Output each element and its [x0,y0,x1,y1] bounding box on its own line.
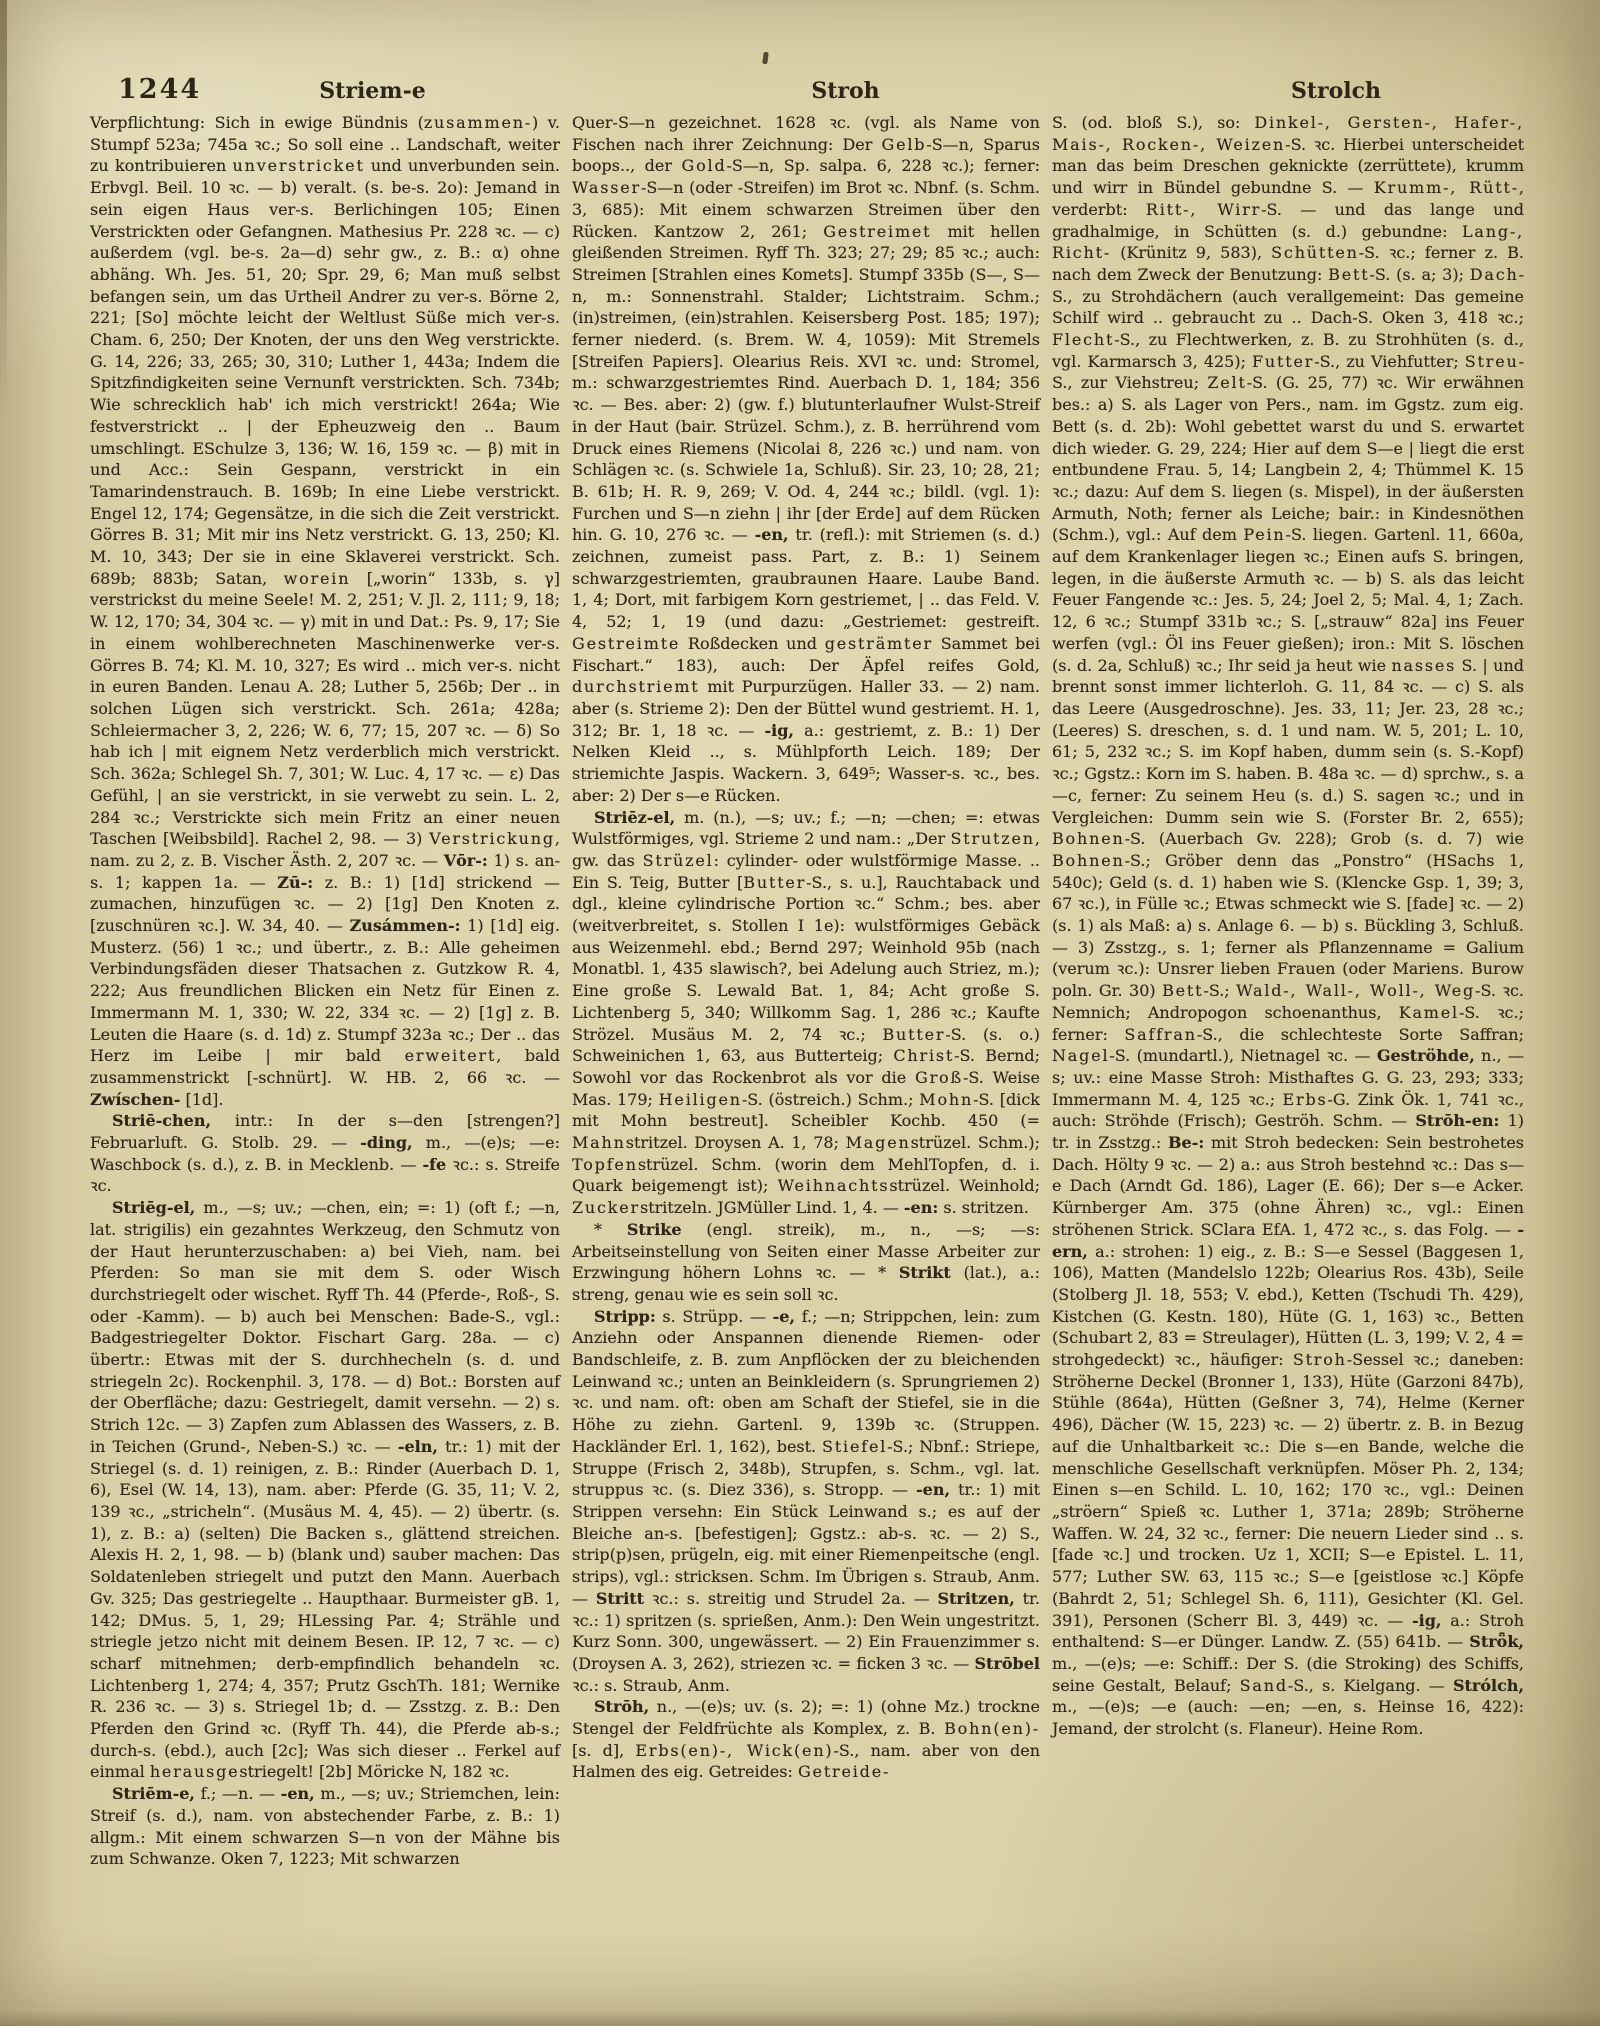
body-text: Weihnachts [777,1176,890,1196]
body-text: -S. ꝛc.; ferner z. B. nach dem Zweck der Benutzung: [1052,243,1524,284]
body-text: -S.; Nbnf.: Striepe, Struppe (Frisch 2, 348b), Strupfen, s. Schm., vgl. lat. struppus ꝛc. (s. Diez 336), s. Stropp. — [572,1436,1040,1500]
body-text: tr. (refl.): mit Striemen (s. d.) zeichnen, zumeist pass. Part, z. B.: 1) Seinem schwarzgestriemten, graubraunen Haare. Laube Band. 1, 4; Dort, mit farbigem Korn gestriemet, | .. das Feld. V. 4, 52; 1, 19 (und dazu: „Gestriemet: gestreift. [572,525,1040,632]
body-text: , bald zusammenstrickt [-schnürt]. W. HB. 2, 66 ꝛc. — [90,1046,561,1087]
body-text: Groß [915,1067,963,1087]
body-text: erweitert [404,1046,497,1066]
body-text: gesträmter [824,633,933,653]
lemma: Strike [626,1219,682,1239]
body-text: -S. ꝛc. Nemnich; Andropogon schoenanthus, [1052,981,1525,1022]
body-text: Dinkel-, Gersten-, Hafer-, Mais-, Rocken-, Weizen [1052,113,1524,154]
body-text: , verderbt: [1052,178,1524,219]
body-text: Strutzen [950,829,1035,849]
body-text: tr.: 1) mit der Striegel (s. d. 1) reinigen, z. B.: Rinder (Auerbach D. 1, 6), Esel (W. 14, 13), nam. aber: Pferde (G. 35, 11; V. 2, 139 ꝛc., „stricheln“. (Musäus M. 4, 45). — 2) übertr. (s. 1), z. B.: a) (selten) Die Backen s., glättend streichen. Alexis H. 2, 1, 98. — b) (blank und) sauber machen: Das Soldatenleben striegelt und putzt den Mann. Auerbach Gv. 325; Das gestriegelte .. Haupthaar. Burmeister gB. 1, 142; DMus. 5, 1, 29; HLessing Par. 4; Strähle und striegle jetzo nicht mit deinem Besen. IP. 12, 7 ꝛc. — c) scharf mitnehmen; derb-empfindlich behandeln ꝛc. Lichtenberg 1, 274; 4, 357; Prutz GschTh. 181; Wernike R. 236 ꝛc. — 3) s. Striegel 1b; d. — Zsstzg. z. B.: Den Pferden den Grind ꝛc. (Ryff Th. 44), die Pferde ab-s.; durch-s. (ebd.), auch [2c]; Was sich dieser .. Ferkel auf einmal [90,1436,561,1782]
body-text: stritzel. Droysen A. 1, 78; [625,1133,846,1153]
lemma: Striēm-e, [112,1784,195,1804]
paragraph [572,1696,1040,1783]
body-text: tr. ꝛc.: 1) spritzen (s. sprießen, Anm.): Den Wein ungestritzt. Kurz Sonn. 300, ungewässert. — 2) Ein Frauenzimmer s. (Droysen A. 3, 262), striezen ꝛc. = ficken 3 ꝛc. — [572,1588,1040,1673]
body-text: Gestreimte [572,633,681,653]
body-text: Mahn [572,1133,626,1153]
body-text: Butter [882,1024,946,1044]
body-text: -S. ꝛc. Hierbei unterscheidet man das beim Dreschen geknickte (zerrüttete), krumm und wirr in Bündel gebundne S. — [1052,134,1524,198]
body-text: [„worin“ 133b, s. γ] verstrickst du meine Seele! M. 2, 251; V. Jl. 2, 111; 9, 18; W. 12, 170; 34, 304 ꝛc. — γ) mit in und Dat.: Ps. 9, 17; Sie in einem wohlberechneten Maschinenwerke ver-s. Görres B. 74; Kl. M. 10, 327; Es wird .. mich ver-s. nicht in euren Banden. Lenau A. 28; Luther 5, 256b; Der .. in solchen Lügen sich verstrickt. Sch. 261a; 428a; Schleiermacher 3, 2, 226; W. 6, 77; 15, 207 ꝛc. — δ) So hab ich | mit eignem Netz verderblich mich verstrickt. Sch. 362a; Schlegel Sh. 7, 301; W. Luc. 4, 17 ꝛc. — ε) Das Gefühl, | an sie verstrickt, in sie verwebt zu sein. L. 2, 284 ꝛc.; Verstrickte sich mein Fritz an einer neuen Taschen [Weibsbild]. Rachel 2, 98. — 3) [90,568,561,849]
body-text: mit Stroh bedecken: Sein bestrohetes Dach. Hölty 9 ꝛc. — 2) a.: aus Stroh bestehnd ꝛc.: Das s—e Dach (Arndt Gd. 186), Lager (E. 66); Der s—e Acker. Kürnberger Am. 375 (ohne Ähren) ꝛc., vgl.: Einen ströhenen Strick. SClara EfA. 1, 472 ꝛc., s. das Folg. — [1052,1133,1525,1239]
body-text: -S., s. u.], Rauchtaback und dgl., kleine cylindrische Portion ꝛc.“ Schm.; bes. aber (weitverbreitet, s. Stollen I 1e): wulstförmiges Gebäck aus Weizenmehl. ebd.; Bernd 297; Weinhold 95b (nach Monatbl. 1, 435 slawisch?, bei Adelung auch Striez, m.); Eine große S. Lewald Bat. 1, 84; Acht große S. Lichtenberg 5, 340; Willkomm Sag. 1, 286 ꝛc.; Kaufte Strözel. Musäus M. 2, 74 ꝛc.; [572,872,1040,1044]
paragraph [572,807,1040,1219]
lemma: Zusámmen-: [349,916,461,936]
text-column-3 [1052,112,1524,1740]
body-text: -S., zu Flechtwerken, z. B. zu Strohhüten (s. d., vgl. Karmarsch 3, 425); [1052,330,1524,371]
body-text: Futter [1252,351,1315,371]
body-text: zusammen- [423,113,533,132]
body-text: Stiefel [822,1436,888,1456]
body-text: nasses [1391,655,1457,675]
body-text: Kamel [1398,1002,1459,1022]
body-text: Ritt-, Wirr [1145,199,1262,219]
body-text: z. B.: 1) [1d] strickend — zumachen, hinzufügen ꝛc. — 2) [1g] Den Knoten z. [zuschnüren ꝛc.]. W. 34, 40. — [90,872,561,936]
running-head-center: Stroh [811,78,880,104]
body-text: Sammet bei Fischart.“ 183), auch: Der Äpfel reifes Gold, [572,633,1040,675]
lemma: Zwíschen- [90,1089,181,1109]
body-text: Christ [893,1046,955,1066]
body-text: n., —s; uv.: eine Masse Stroh: Misthaftes G. G. 23, 293; 333; Immermann M. 4, 125 ꝛc.; [1052,1046,1525,1109]
lemma: Striēz-el, [594,807,676,827]
body-text: Strüzel [642,850,714,870]
body-text: m., —s; uv.; —chen, ein; =: 1) (oft f.; —n, lat. strigilis) ein gezahntes Werkzeug, den Schmutz von der Haut herunterzuschaben: a) bei Vieh, nam. bei Pferden: So man sie mit dem S. oder Wisch durchstriegelt oder wischet. Ryff Th. 44 (Pferde-, Roß-, S. oder -Kamm). — b) auch bei Menschen: Bade-S., vgl.: Badgestriegelter Doktor. Fischart Garg. 28a. — c) übertr.: Etwas mit der S. durchhecheln (s. d. und striegeln 2c). Rockenphil. 3, 178. — d) Bot.: Borsten auf der Oberfläche; dazu: Gestriegelt, damit versehn. — 2) s. Strich 12c. — 3) Zapfen zum Ablassen des Wassers, z. B. in Teichen (Grund-, Neben-S.) ꝛc. — [90,1198,560,1456]
body-text: intr.: In der s—den [strengen?] Februarluft. G. Stolb. 29. — [90,1111,560,1153]
body-text: unverstricket [232,156,365,176]
body-text: -S. [dick mit Mohn bestreut]. Scheibler Kochb. 450 (= [572,1089,1040,1131]
lemma: -eln, [397,1436,438,1456]
body-text: Stroh [1292,1350,1347,1370]
lemma: Stritt [595,1588,645,1608]
body-text: herausge [149,1762,240,1782]
body-text: a.: Stroh enthaltend: S—er Dünger. Landw. Z. (55) 641b. — [1052,1610,1524,1652]
page-edge-shadow-left [0,0,7,420]
lemma: Strȫk, [1469,1632,1524,1652]
body-text: strüzel. Weinhold; [889,1176,1041,1196]
lemma: -ig, [764,720,794,740]
body-text: -S., s. Kielgang. — [1287,1675,1453,1695]
lemma: Stritzen, [937,1588,1015,1608]
lemma: -e, [772,1306,796,1326]
body-text: : cylinder- oder wulstförmige Masse. .. Ein S. Teig, Butter [ [572,850,1040,892]
body-text: ꝛc.: s. Straub, Anm. [572,1675,730,1695]
lemma: Strōh-en: [1415,1111,1500,1131]
body-text: Wasser [572,178,641,198]
body-text: (engl. streik), m., n., —s; —s: Arbeitseinstellung von Seiten einer Masse Arbeiter zur Erzwingung höhern Lohns ꝛc. — * [572,1219,1040,1283]
body-text: S. (od. bloß S.), so: [1052,113,1255,132]
body-text: Magen [845,1133,911,1153]
body-text: stritzeln. JGMüller Lind. 1, 4. — [640,1198,904,1218]
body-text: 1) tr. in Zsstzg.: [1052,1111,1524,1153]
body-text: Butter [743,872,807,892]
body-text: Krumm-, Rütt- [1373,178,1519,198]
lemma: Strōbel [974,1653,1040,1673]
body-text: m., —(e)s; —e (auch: —en; —en, s. Heinse 16, 422): Jemand, der strolcht (s. Flaneur). Heine Rom. [1052,1697,1524,1739]
body-text: [1d]. [180,1089,224,1109]
body-text: Streu [1464,351,1519,371]
body-text: Gestreimet [823,221,932,241]
body-text: Topfen [572,1154,638,1174]
body-text: a.: strohen: 1) eig., z. B.: S—e Sessel (Baggesen 1, 106), Matten (Mandelslo 122b; Olearius Ros. 43b), Seile (Stolberg Jl. 18, 553; V. ebd.), Ketten (Tschudi Th. 429), Kistchen (G. Kestn. 180), Hüte (G. 1, 163) ꝛc., Betten (Schubart 2, 83 = Streulager), Hütten (L. 3, 199; V. 2, 4 = strohgedeckt) ꝛc., häufiger: [1052,1241,1524,1370]
body-text: (Krünitz 9, 583), [1111,243,1272,263]
lemma: -en, [916,1480,951,1500]
body-text: -S. (G. 25, 77) ꝛc. Wir erwähnen bes.: a) S. als Lager von Pers., nam. im Ggstz. zum eig. Bett (s. d. 2b): Wohl gebettet warst du und S. erwartet dich wieder. G. 29, 224; Hier auf dem S—e | liegt die erst entbundene Frau. 5, 14; Langbein 2, 4; Thümmel K. 15 ꝛc.; dazu: Auf dem S. liegen (s. Mispel), in der äußersten Armuth, Noth; ferner als Leiche; bair.: in Kindesnöthen (Schm.), vgl.: Auf dem [1052,373,1524,545]
body-text: -S.; Gröber denn das „Ponstro“ (HSachs 1, 540c); Geld (s. d. 1) haben wie S. (Klencke Gsp. 1, 39; 3, 67 ꝛc.), in Fülle ꝛc.; Etwas schmeckt wie S. [fade] ꝛc. — 2) (s. 1) als Maß: a) s. Anlage 6. — b) s. Bückling 3, Schluß. — 3) Zsstzg., s. 1; ferner als Pflanzenname = Galium (verum ꝛc.): Unsrer lieben Frauen (oder Mariens. Burow poln. Gr. 30) [1052,850,1524,1001]
body-text: tr.: 1) mit Strippen versehn: Ein Stück Leinwand s.; es auf der Bleiche an-s. [befestigen]; Ggstz.: ab-s. ꝛc. — 2) S., strip(p)sen, prügeln, eig. mit einer Riemenpeitsche (engl. strips), vgl.: stricksen. Schm. Im Übrigen s. Straub, Anm. — [572,1480,1041,1608]
body-text: Saffran [1124,1024,1197,1044]
body-text: durchstriemt [572,677,700,697]
body-text: s. Strüpp. — [655,1306,773,1326]
body-text: Bohn(en)- [944,1719,1040,1739]
lemma: Zū-: [277,872,314,892]
body-text: -S. (s. a; 3); [1369,264,1470,284]
body-text: , gw. das [572,829,1040,870]
body-text: * [594,1219,627,1239]
body-text: -G. Zink Ök. 1, 741 ꝛc., auch: Ströhde (Frisch); Geströh. Schm. — [1052,1089,1524,1131]
paragraph [90,112,560,1110]
body-text: ) v. Stumpf 523a; 745a ꝛc.; So soll eine .. Landschaft, weiter zu kontribuieren [90,113,560,176]
body-text: -S., zu Viehfutter; [1314,351,1465,371]
body-text: -S—n, Sp. salpa. 6, 228 ꝛc.); ferner: [726,156,1041,176]
body-text: Heiligen [658,1089,742,1109]
body-text: striegelt! [2b] Möricke N, 182 ꝛc. [239,1762,510,1782]
body-text: -S., nam. aber von den Halmen des eig. Getreides: [572,1740,1041,1782]
body-text: Dach [1469,264,1519,284]
body-text: Zelt [1207,373,1247,393]
body-text: Verpflichtung: Sich in ewige Bündnis ( [90,113,424,132]
lemma: -en, [280,1784,315,1804]
body-text: -S. Weise Mas. 179; [572,1067,1040,1109]
body-text: mit hellen gleißenden Streimen. Ryff Th. 323; 27; 29; 85 ꝛc.; auch: Streimen [Strahlen eines Komets]. Stumpf 335b (S—, S—n, m.: Sonnenstrahl. Stalder; Lichtstraim. Schm.; (in)streimen, (ein)strahlen. Keisersberg Post. 185; 197); ferner niederd. (s. Brem. W. 4, 1059): Mit Stremels [Streifen Papiers]. Olearius Reis. XVI ꝛc. und: Stromel, m.: schwarzgestriemtes Rind. Auerbach D. 1, 184; 356 ꝛc. — Bes. aber: 2) (gw. f.) blutunterlaufner Wulst-Streif in der Haut (bair. Strüzel. Schm.), z. B. herrührend vom Druck eines Riemens (Nicolai 8, 226 ꝛc.) und nam. von Schlägen ꝛc. (s. Schwiele 1a, Schluß). Sir. 23, 10; 28, 21; B. 61b; H. R. 9, 269; V. Od. 4, 244 ꝛc.; bildl. (vgl. 1): Furchen und S—n ziehn | ihr [der Erde] auf dem Rücken hin. G. 10, 276 ꝛc. — [572,221,1041,545]
lemma: -en: [903,1198,939,1218]
lemma: Be-: [1168,1133,1205,1153]
body-text: f.; —n. — [194,1784,281,1804]
body-text: , nam. zu 2, z. B. Vischer Ästh. 2, 207 ꝛc. — [90,829,560,870]
body-text: strüzel. Schm. (worin dem MehlTopfen, d. i. Quark beigemengt ist); [572,1154,1040,1196]
body-text: und unverbunden sein. Erbvgl. Beil. 10 ꝛc. — b) veralt. (s. be-s. 2o): Jemand in sein eigen Haus ver-s. Berlichingen 105; Einen Verstrickten oder Gefangnen. Mathesius Pr. 228 ꝛc. — c) außerdem (vgl. be-s. 2a—d) sehr gw., z. B.: α) ohne abhäng. Wh. Jes. 51, 20; Spr. 29, 6; Man muß selbst befangen sein, um das Urtheil Andrer zu ver-s. Börne 2, 221; [So] möchte leicht der Weltlust Süße mich ver-s. Cham. 6, 250; Der Knoten, der uns den Weg verstrickte. G. 14, 226; 33, 265; 30, 310; Luther 1, 443a; Indem die Spitzfindigkeiten seine Vernunft verstrickten. Sch. 734b; Wie schrecklich hab' ich mich verstrickt! 264a; Wie festverstrickt .. | der Epheuzweig den .. Baum umschlingt. ESchulze 3, 136; W. 16, 159 ꝛc. — β) mit in und Acc.: Sein Gespann, verstrickt in ein Tamarindenstrauch. B. 169b; In eine Liebe verstrickt. Engel 12, 174; Gegensätze, in die sich die Zeit verstrickt. Görres B. 31; Mit mir ins Netz verstrickt. G. 13, 250; Kl. M. 10, 343; Der sie in eine Sklaverei verstrickt. Sch. 689b; 883b; Satan, [90,156,560,588]
body-text: Sand [1239,1675,1288,1695]
body-text: Getreide- [797,1762,891,1782]
body-text: (lat.), a.: streng, genau wie es sein soll ꝛc. [572,1263,1040,1304]
body-text: m., —(e)s; —e: Schiff.: Der S. (die Stroking) des Schiffs, seine Gestalt, Belauf; [1052,1653,1524,1695]
body-text: m., —(e)s; —e: Waschbock (s. d.), z. B. in Mecklenb. — [90,1133,561,1174]
body-text: Mohn [919,1089,974,1109]
body-text: Bohnen [1052,850,1125,870]
lemma: Stripp: [594,1306,656,1326]
paragraph [90,1110,560,1197]
body-text: 1) [1d] eig. Musterz. (56) 1 ꝛc.; und übertr., z. B.: Alle geheimen Verbindungsfäden dieser Thatsachen z. Gutzkow R. 4, 222; Aus freundlichen Blicken ein Netz für Einen z. Immermann M. 1, 330; W. 22, 334 ꝛc. — 2) [1g] z. B. Leuten die Haare (s. d. 1d) z. Stumpf 323a ꝛc.; Der .. das Herz im Leibe | mir bald [90,916,561,1066]
body-text: strüzel. Schm.); [910,1133,1041,1153]
page-number: 1244 [118,74,202,105]
body-text: Erbs(en)-, Wick(en) [635,1740,834,1760]
text-column-2 [572,112,1040,1783]
lemma: Strikt [898,1263,951,1283]
body-text: Erbs [1282,1089,1328,1109]
body-text: Flecht [1052,330,1115,350]
lemma: Vōr-: [443,850,488,870]
paragraph [572,1219,1040,1306]
body-text: -S. (s. o.) Schweinichen 1, 63, aus Butterteig; [572,1024,1040,1066]
lemma: Strōh, [594,1697,650,1717]
body-text: worein [283,568,351,588]
body-text: -S. liegen. Gartenl. 11, 660a, auf dem Krankenlager liegen ꝛc.; Einen aufs S. bringen, legen, in die äußerste Armuth ꝛc. — b) S. als das leicht Feuer Fangende ꝛc.: Jes. 5, 24; Joel 2, 5; Mal. 4, 1; Zach. 12, 6 ꝛc.; Stumpf 331b ꝛc.; S. [„strauw“ 82a] ins Feuer werfen (vgl.: Öl ins Feuer gießen); iron.: Mit S. löschen (s. d. 2a, Schluß) ꝛc.; Ihr seid ja heut wie [1052,525,1524,675]
body-text: Lang-, Richt- [1052,221,1524,263]
body-text: Verstrickung [429,829,555,849]
lemma: -ig, [1411,1610,1442,1630]
lemma: Geströhde, [1376,1046,1475,1066]
body-text: m., —s; uv.; Striemchen, lein: Streif (s. d.), nam. von abstechender Farbe, z. B.: 1) allgm.: Mit einem schwarzen S—n von der Mähne bis zum Schwanze. Oken 7, 1223; Mit schwarzen [90,1784,561,1869]
body-text: m. (n.), —s; uv.; f.; —n; —chen; =: etwas Wulstförmiges, vgl. Strieme 2 und nam.: „Der [572,807,1040,849]
lemma: -ern, [1052,1219,1524,1261]
body-text: f.; —n; Strippchen, lein: zum Anziehn oder Anspannen dienende Riemen- oder Bandschleife, z. B. zum Anpflöcken der zu bleichenden Leinwand ꝛc.; unten an Beinkleidern (s. Sprungriemen 2) ꝛc. und nam. oft: oben am Schaft der Stiefel, sie in die Höhe zu ziehn. Gartenl. 9, 139b ꝛc. (Struppen. Hackländer Erl. 1, 162), best. [572,1306,1040,1456]
running-head-left: Striem-e [319,78,426,104]
body-text: -S., die schlechteste Sorte Saffran; [1196,1024,1524,1044]
page-edge-shadow-bottom [0,2010,1600,2026]
body-text: -S. (östreich.) Schm.; [741,1089,920,1109]
running-head-right: Strolch [1290,78,1382,104]
body-text: Bett [1162,981,1204,1001]
lemma: Striēg-el, [112,1198,196,1218]
body-text: Bohnen [1052,829,1125,849]
body-text: a.: gestriemt, z. B.: 1) Der Nelken Kleid .., s. Mühlpforth Leich. 189; Der striemichte Jaspis. Wackern. 3, 649⁵; Wasser-s. ꝛc., bes. aber: 2) Der s—e Rücken. [572,720,1041,805]
body-text: -S. (mundartl.), Nietnagel ꝛc. — [1109,1046,1377,1066]
body-text: mit Purpurzügen. Haller 33. — 2) nam. aber (s. Strieme 2): Den der Büttel wund gestriemt. H. 1, 312; Br. 1, 18 ꝛc. — [572,677,1040,740]
body-text: -S., zur Viehstreu; [1052,351,1524,393]
body-text: -S. — und das lange und gradhalmige, in Schütten (s. d.) gebundne: [1052,199,1524,241]
ink-speck [762,52,769,65]
body-text: Bett [1328,264,1370,284]
lemma: Striē-chen, [112,1111,212,1131]
text-column-1 [90,112,560,1870]
lemma: -ding, [360,1133,413,1153]
body-text: -S. Bernd; Sowohl vor das Rockenbrot als vor die [572,1046,1041,1087]
body-text: -S. (Auerbach Gv. 228); Grob (s. d. 7) wie [1124,829,1524,849]
body-text: Quer-S—n gezeichnet. 1628 ꝛc. (vgl. als Name von Fischen nach ihrer Zeichnung: Der [572,113,1040,154]
paragraph [1052,112,1524,1740]
lemma: Strólch, [1452,1675,1525,1695]
paragraph [572,1306,1040,1697]
body-text: -S.; [1203,981,1237,1001]
lemma: -fe [422,1154,447,1174]
body-text: -S—n (oder -Streifen) im Brot ꝛc. Nbnf. (s. Schm. 3, 685): Mit einem schwarzen Streimen über den Rücken. Kantzow 2, 261; [572,178,1040,241]
body-text: [s. d], [572,1740,636,1760]
body-text: -S—n, Sparus boops.., der [572,134,1041,176]
body-text: S. | und brennt sonst immer lichterloh. G. 11, 84 ꝛc. — c) S. als das Leere (Ausgedroschne). Jes. 33, 11; Jer. 23, 28 ꝛc.; (Leeres) S. dreschen, s. d. 1 und nam. W. 5, 201; L. 10, 61; 5, 232 ꝛc.; S. im Kopf haben, dumm sein (s. S.-Kopf) ꝛc.; Ggstz.: Korn im S. haben. B. 48a ꝛc. — d) sprchw., s. a—c, ferner: Zu seinem Heu (s. d.) S. sagen ꝛc.; und in Vergleichen: Dumm sein wie S. (Forster Br. 2, 655); [1052,655,1524,827]
body-text: ꝛc.: s. streitig und Strudel 2a. — [644,1588,938,1608]
paragraph [572,112,1040,807]
body-text: Gold [681,156,727,176]
body-text: Roßdecken und [680,633,825,653]
body-text: -S., zu Strohdächern (auch verallgemeint: Das gemeine Schilf wird .. gebraucht zu .. Dach-S. Oken 3, 418 ꝛc.; [1052,264,1525,328]
body-text: s. stritzen. [938,1198,1029,1218]
body-text: Zucker [572,1198,640,1218]
body-text: n., —(e)s; uv. (s. 2); =: 1) (ohne Mz.) trockne Stengel der Feldfrüchte als Komplex, z. B. [572,1697,1040,1739]
body-text: -S. ꝛc.; ferner: [1052,1002,1524,1044]
body-text: 1) s. an-s. 1; kappen 1a. — [90,850,560,892]
body-text: Gelb [881,134,927,154]
paragraph [90,1197,560,1783]
lemma: -en, [754,525,789,545]
body-text: Pein [1243,525,1286,545]
body-text: -Sessel ꝛc.; daneben: Ströherne Deckel (Bronner 1, 133), Hüte (Garzoni 847b), Stühle (864a), Hütten (Geßner 3, 74), Helme (Kerner 496), Dächer (W. 15, 223) ꝛc. — 2) übertr. z. B. in Bezug auf die Unhaltbarkeit ꝛc.: Die s—en Bande, welche die menschliche Gesellschaft verknüpfen. Möser Ph. 2, 134; Einen s—en Schild. L. 10, 162; 170 ꝛc., vgl.: Deinen „ströern“ Spieß ꝛc. Luther 1, 371a; 289b; Ströherne Waffen. W. 24, 32 ꝛc., ferner: Die neuern Lieder sind .. s. [fade ꝛc.] und trocken. Uz 1, XCII; S—e Epistel. L. 11, 577; Luther SW. 63, 115 ꝛc.; S—e [geistlose ꝛc.] Köpfe (Bahrdt 2, 51; Schlegel Sh. 6, 111), Gesichter (Kl. Gel. 391), Personen (Scherr Bl. 3, 449) ꝛc. — [1052,1350,1524,1630]
body-text: Nagel [1052,1046,1110,1066]
body-text: ꝛc.: s. Streife ꝛc. [90,1154,561,1196]
body-text: Schütten [1271,243,1359,263]
paragraph [90,1783,560,1870]
body-text: Wald-, Wall-, Woll-, Weg [1236,981,1476,1001]
